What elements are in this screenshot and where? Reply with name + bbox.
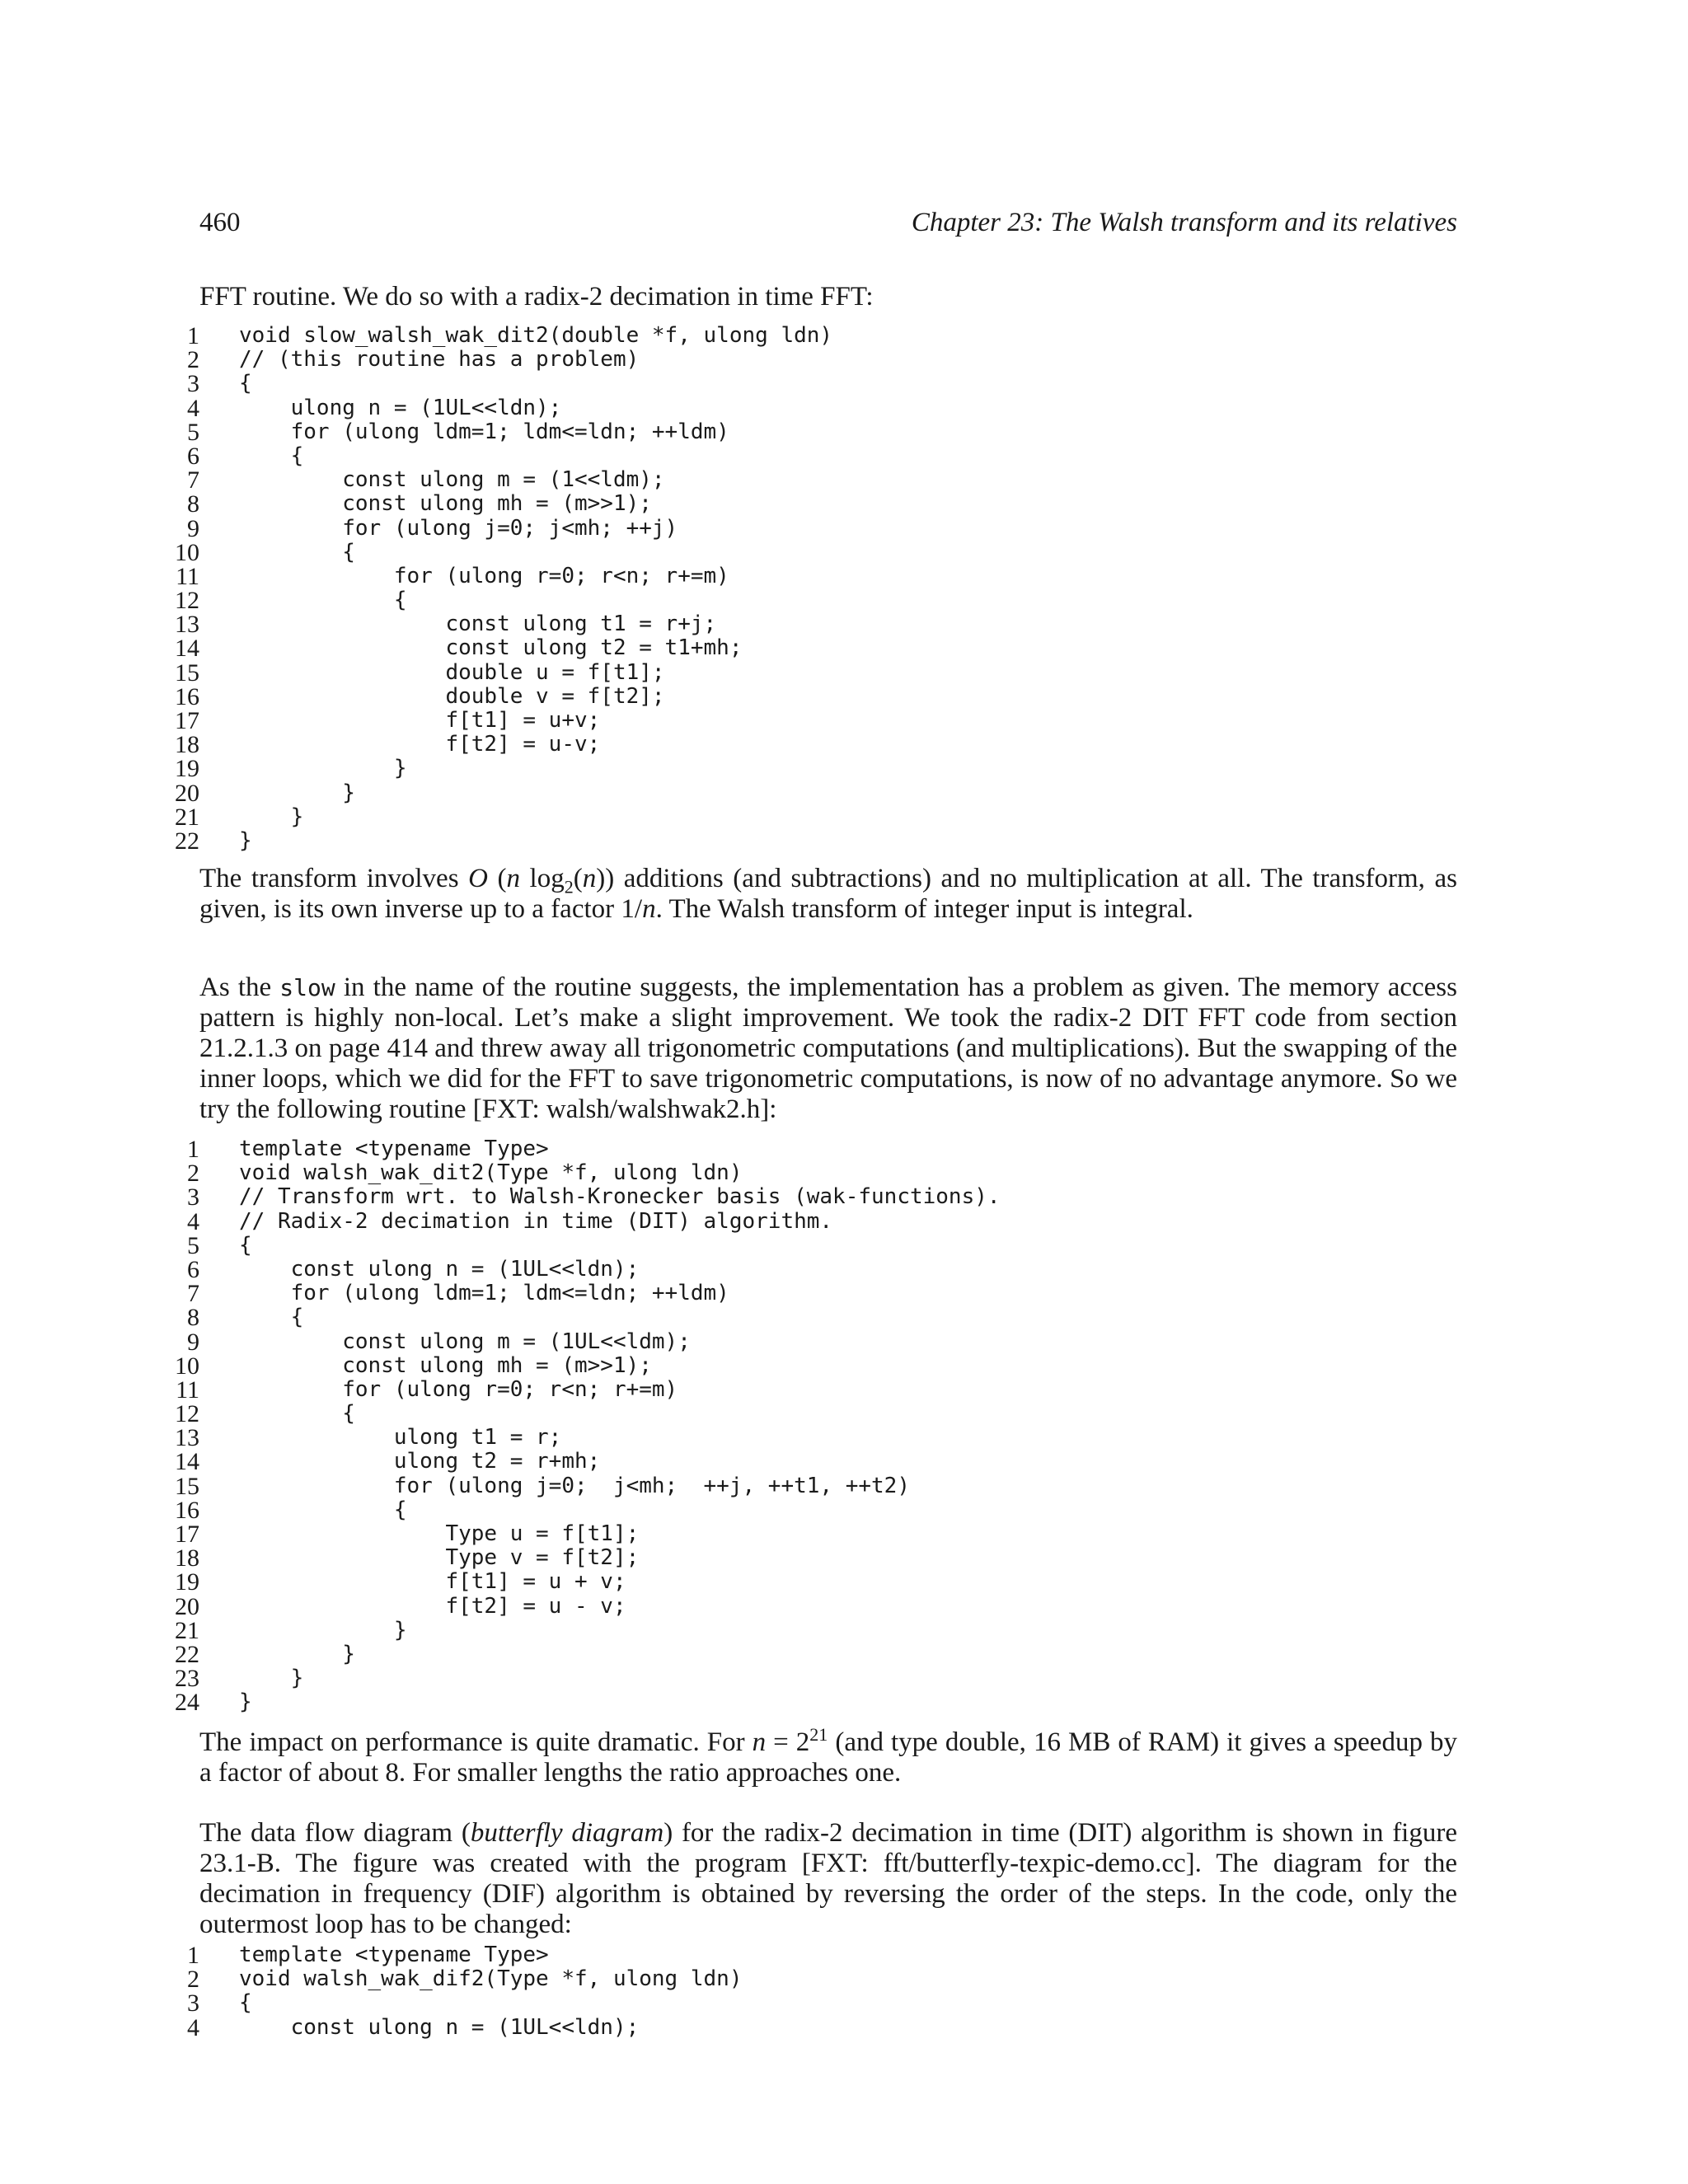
line-number: 12 (175, 587, 199, 615)
code-line (165, 682, 1484, 710)
code-line (165, 1665, 1484, 1693)
code-text: { (239, 443, 304, 468)
code-line (165, 420, 1484, 444)
line-number: 8 (187, 1304, 199, 1332)
code-text: template <typename Type> (239, 1943, 549, 1967)
code-line (165, 805, 1484, 829)
code-text: { (239, 539, 355, 565)
line-number: 10 (175, 1352, 199, 1380)
code-text: const ulong n = (1UL<<ldn); (239, 2014, 640, 2040)
line-number: 3 (187, 370, 199, 398)
line-number: 4 (187, 2013, 199, 2041)
code-line (165, 1592, 1484, 1620)
code-text: ulong t1 = r; (239, 1425, 562, 1451)
line-number: 13 (175, 1424, 199, 1452)
code-text: // Radix-2 decimation in time (DIT) algorithm. (239, 1208, 833, 1234)
code-text: void walsh_wak_dit2(Type *f, ulong ldn) (239, 1160, 743, 1186)
line-number: 12 (175, 1400, 199, 1428)
line-number: 14 (175, 635, 199, 663)
code-line (165, 1304, 1484, 1332)
code-line (165, 1183, 1484, 1212)
line-number: 1 (187, 322, 199, 349)
code-text: template <typename Type> (239, 1137, 549, 1161)
line-number: 24 (175, 1689, 199, 1717)
line-number: 11 (176, 1376, 199, 1404)
intro-text: FFT routine. We do so with a radix-2 decimation in time FFT: (199, 282, 874, 312)
code-line (165, 1616, 1484, 1644)
line-number: 6 (187, 1255, 199, 1283)
code-line (165, 1426, 1484, 1450)
line-number: 19 (175, 755, 199, 783)
code-text: void slow_walsh_wak_dit2(double *f, ulong ldn) (239, 323, 833, 348)
line-number: 2 (187, 1160, 199, 1188)
line-number: 4 (187, 394, 199, 422)
code-line (165, 1354, 1484, 1378)
code-text: // Transform wrt. to Walsh-Kronecker basis (wak-functions). (239, 1184, 1001, 1210)
code-line (165, 348, 1484, 372)
code-text: { (239, 1990, 252, 2016)
code-text: const ulong t1 = r+j; (239, 612, 717, 637)
paragraph-butterfly: The data flow diagram (butterfly diagram) for the radix-2 decimation in time (DIT) algorithm is shown in figure 23.1-B. The figure was created with the program [FXT: fft/butterfly-texpic-demo.cc]. The diagram for the decimation in frequency (DIF) algorithm is obtained by reversing the order of the steps. In the code, only the outermost loop has to be changed: (199, 1818, 1457, 1939)
code-text: } (239, 1690, 252, 1715)
code-text: { (239, 1305, 304, 1330)
line-number: 4 (187, 1207, 199, 1235)
code-line (165, 514, 1484, 542)
code-text: const ulong m = (1UL<<ldm); (239, 1329, 691, 1354)
line-number: 18 (175, 731, 199, 759)
line-number: 22 (175, 827, 199, 855)
code-text: f[t2] = u - v; (239, 1593, 626, 1619)
line-number: 20 (175, 779, 199, 807)
code-text: } (239, 1641, 355, 1666)
code-line (165, 1689, 1484, 1717)
code-text: for (ulong r=0; r<n; r+=m) (239, 563, 729, 588)
code-line (165, 1280, 1484, 1308)
line-number: 23 (175, 1665, 199, 1693)
line-number: 6 (187, 442, 199, 470)
line-number: 5 (187, 1231, 199, 1259)
code-line (165, 709, 1484, 733)
line-number: 1 (187, 1136, 199, 1163)
code-line (165, 468, 1484, 492)
line-number: 3 (187, 1990, 199, 2018)
line-number: 20 (175, 1592, 199, 1620)
code-line (165, 1231, 1484, 1259)
line-number: 18 (175, 1544, 199, 1572)
code-text: const ulong m = (1<<ldm); (239, 467, 665, 493)
line-number: 21 (175, 1616, 199, 1644)
code-text: f[t1] = u+v; (239, 708, 601, 733)
line-number: 2 (187, 346, 199, 374)
line-number: 17 (175, 707, 199, 734)
code-line (165, 1498, 1484, 1522)
line-number: 5 (187, 418, 199, 446)
code-line (165, 324, 1484, 348)
line-number: 10 (175, 538, 199, 566)
code-text: Type u = f[t1]; (239, 1521, 640, 1546)
code-text: const ulong n = (1UL<<ldn); (239, 1256, 640, 1282)
inline-code-slow: slow (279, 974, 335, 1001)
code-line (165, 1546, 1484, 1570)
running-header (199, 204, 1457, 241)
line-number: 17 (175, 1521, 199, 1548)
code-text: const ulong mh = (m>>1); (239, 491, 652, 517)
code-line (165, 1640, 1484, 1668)
code-line (165, 1570, 1484, 1594)
page-number: 460 (199, 208, 241, 237)
line-number: 7 (187, 1280, 199, 1308)
code-line (165, 492, 1484, 516)
code-text: double u = f[t1]; (239, 659, 665, 685)
code-line (165, 1330, 1484, 1354)
code-text: for (ulong j=0; j<mh; ++j, ++t1, ++t2) (239, 1473, 910, 1498)
code-line (165, 1137, 1484, 1161)
code-line (165, 1966, 1484, 1994)
line-number: 16 (175, 1496, 199, 1524)
code-line (165, 733, 1484, 757)
code-text: for (ulong ldm=1; ldm<=ldn; ++ldm) (239, 1281, 729, 1306)
line-number: 13 (175, 611, 199, 639)
line-number: 16 (175, 682, 199, 710)
code-line (165, 658, 1484, 687)
code-line (165, 829, 1484, 853)
code-listing-slow-walsh-wak-dit2 (165, 324, 1484, 853)
code-line (165, 396, 1484, 420)
code-text: { (239, 1497, 407, 1522)
line-number: 7 (187, 466, 199, 494)
code-text: } (239, 1617, 407, 1643)
code-line (165, 611, 1484, 639)
code-line (165, 755, 1484, 783)
code-listing-walsh-wak-dit2 (165, 1137, 1484, 1715)
code-line (165, 1402, 1484, 1426)
paragraph-improvement: As the slow in the name of the routine suggests, the implementation has a problem as given. The memory access pattern is highly non-local. Let’s make a slight improvement. We took the radix-2 DIT FFT code from section 21.2.1.3 on page 414 and threw away all trigonometric computations (and multiplications). But the swapping of the inner loops, which we did for the FFT to save trigonometric computations, is now of no advantage anymore. So we try the following routine [FXT: walsh/walshwak2.h]: (199, 972, 1457, 1124)
line-number: 3 (187, 1183, 199, 1212)
line-number: 9 (187, 514, 199, 542)
code-text: const ulong t2 = t1+mh; (239, 635, 743, 661)
code-text: for (ulong j=0; j<mh; ++j) (239, 515, 678, 541)
code-text: } (239, 756, 407, 781)
code-line (165, 1378, 1484, 1402)
code-text: ulong n = (1UL<<ldn); (239, 395, 562, 420)
code-line (165, 2013, 1484, 2041)
line-number: 1 (187, 1942, 199, 1969)
code-text: } (239, 780, 355, 805)
code-line (165, 1207, 1484, 1235)
code-text: for (ulong ldm=1; ldm<=ldn; ++ldm) (239, 419, 729, 444)
chapter-title: Chapter 23: The Walsh transform and its relatives (911, 208, 1457, 237)
code-text: { (239, 588, 407, 613)
code-text: for (ulong r=0; r<n; r+=m) (239, 1376, 678, 1402)
code-text: void walsh_wak_dif2(Type *f, ulong ldn) (239, 1966, 743, 1992)
code-line (165, 587, 1484, 615)
code-text: f[t2] = u-v; (239, 732, 601, 757)
code-line (165, 1160, 1484, 1188)
code-line (165, 635, 1484, 663)
code-text: { (239, 1232, 252, 1258)
code-line (165, 444, 1484, 468)
line-number: 22 (175, 1640, 199, 1668)
code-line (165, 1522, 1484, 1546)
code-line (165, 781, 1484, 805)
code-text: double v = f[t2]; (239, 683, 665, 709)
code-line (165, 1450, 1484, 1474)
line-number: 19 (175, 1568, 199, 1596)
code-text: f[t1] = u + v; (239, 1569, 626, 1595)
code-text: const ulong mh = (m>>1); (239, 1352, 652, 1378)
code-line (165, 1474, 1484, 1498)
line-number: 9 (187, 1328, 199, 1356)
code-line (165, 1255, 1484, 1283)
paragraph-complexity: The transform involves O (n $\log_2(n)$) additions (and subtractions) and no multiplication at all. The transform, as given, is its own inverse up to a factor 1/n. The Walsh transform of integer input is integral. (199, 864, 1457, 924)
code-line (165, 1943, 1484, 1967)
code-text: } (239, 804, 304, 829)
line-number: 15 (175, 1472, 199, 1500)
paragraph-performance: The impact on performance is quite dramatic. For $n = 2^{21}$ (and type double, 16 MB of RAM) it gives a speedup by a factor of about 8. For smaller lengths the ratio approaches one. (199, 1724, 1457, 1788)
code-line (165, 372, 1484, 396)
code-line (165, 1990, 1484, 2018)
intro-paragraph (199, 282, 1457, 312)
code-listing-walsh-wak-dif2 (165, 1943, 1484, 2040)
code-line (165, 562, 1484, 590)
line-number: 15 (175, 658, 199, 687)
code-text: ulong t2 = r+mh; (239, 1449, 601, 1474)
code-text: { (239, 1401, 355, 1427)
line-number: 21 (175, 803, 199, 831)
code-text: } (239, 1666, 304, 1691)
line-number: 11 (176, 562, 199, 590)
code-text: Type v = f[t2]; (239, 1545, 640, 1571)
line-number: 2 (187, 1966, 199, 1994)
line-number: 14 (175, 1448, 199, 1476)
code-text: } (239, 827, 252, 853)
code-text: { (239, 371, 252, 396)
line-number: 8 (187, 490, 199, 518)
code-line (165, 538, 1484, 566)
code-text: // (this routine has a problem) (239, 347, 640, 373)
